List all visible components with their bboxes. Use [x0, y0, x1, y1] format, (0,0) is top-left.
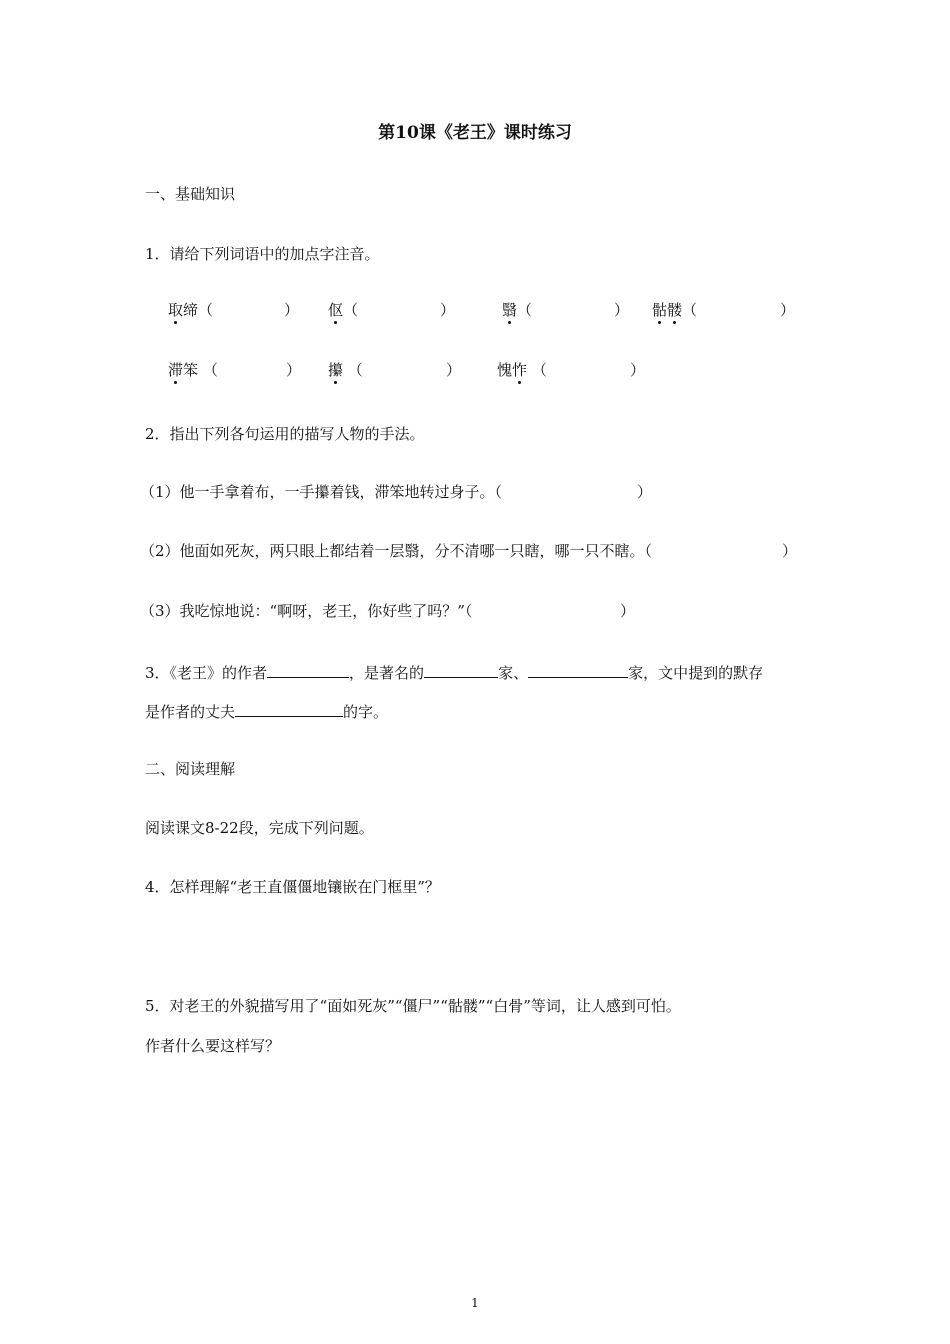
section-heading-reading: 二、阅读理解	[145, 760, 236, 778]
pinyin-item-6: 攥 （	[328, 361, 363, 379]
dotted-char: 骷	[652, 301, 668, 319]
dotted-char: 翳	[502, 301, 518, 319]
pinyin-close-7: ）	[630, 361, 646, 379]
question-4: 4．怎样理解“老王直僵僵地镶嵌在门框里”？	[145, 878, 440, 896]
answer-blank-profession-1[interactable]	[424, 661, 498, 678]
question-3-line-2: 是作者的丈夫 的字。	[145, 700, 388, 722]
question-3-line-1: 3．《老王》的作者 ，是著名的 家、 家，文中提到的默存	[145, 661, 763, 683]
pinyin-item-2: 伛（	[328, 301, 359, 319]
question-2-sentence-1: （1）他一手拿着布，一手攥着钱，滞笨地转过身子。（	[140, 483, 503, 501]
reading-instruction: 阅读课文8-22段，完成下列问题。	[145, 819, 374, 837]
pinyin-close-6: ）	[446, 361, 462, 379]
dotted-char: 伛	[328, 301, 344, 319]
pinyin-close-4: ）	[780, 301, 796, 319]
question-5-line-1: 5．对老王的外貌描写用了“面如死灰”“僵尸”“骷髅”“白骨”等词，让人感到可怕。	[145, 997, 681, 1015]
question-2-prompt: 2．指出下列各句运用的描写人物的手法。	[145, 425, 425, 443]
pinyin-close-5: ）	[286, 361, 302, 379]
dotted-char: 怍	[512, 361, 528, 379]
question-2-sentence-2: （2）他面如死灰，两只眼上都结着一层翳，分不清哪一只瞎，哪一只不瞎。（	[140, 542, 653, 560]
pinyin-item-3: 翳（	[502, 301, 533, 319]
dotted-char: 滞	[168, 361, 184, 379]
question-2-sentence-3: （3）我吃惊地说：“啊呀，老王，你好些了吗？”（	[140, 602, 473, 620]
question-1-prompt: 1．请给下列词语中的加点字注音。	[145, 245, 380, 263]
pinyin-item-7: 愧怍 （	[497, 361, 547, 379]
question-2-close-3: ）	[620, 602, 636, 620]
pinyin-close-1: ）	[284, 301, 300, 319]
dotted-char: 取	[168, 301, 184, 319]
pinyin-item-1: 取缔（	[168, 301, 214, 319]
page-title: 第10课《老王》课时练习	[378, 123, 572, 143]
pinyin-item-4: 骷髅（	[652, 301, 698, 319]
page-number: 1	[471, 1296, 479, 1310]
section-heading-basic: 一、基础知识	[145, 185, 236, 203]
question-2-close-2: ）	[782, 542, 798, 560]
pinyin-item-5: 滞笨 （	[168, 361, 218, 379]
question-2-close-1: ）	[637, 483, 653, 501]
question-5-line-2: 作者什么要这样写？	[145, 1037, 281, 1055]
pinyin-close-3: ）	[614, 301, 630, 319]
dotted-char: 髅	[667, 301, 683, 319]
dotted-char: 攥	[328, 361, 344, 379]
pinyin-close-2: ）	[440, 301, 456, 319]
answer-blank-profession-2[interactable]	[528, 661, 628, 678]
answer-blank-husband[interactable]	[235, 700, 343, 717]
answer-blank-author[interactable]	[267, 661, 349, 678]
